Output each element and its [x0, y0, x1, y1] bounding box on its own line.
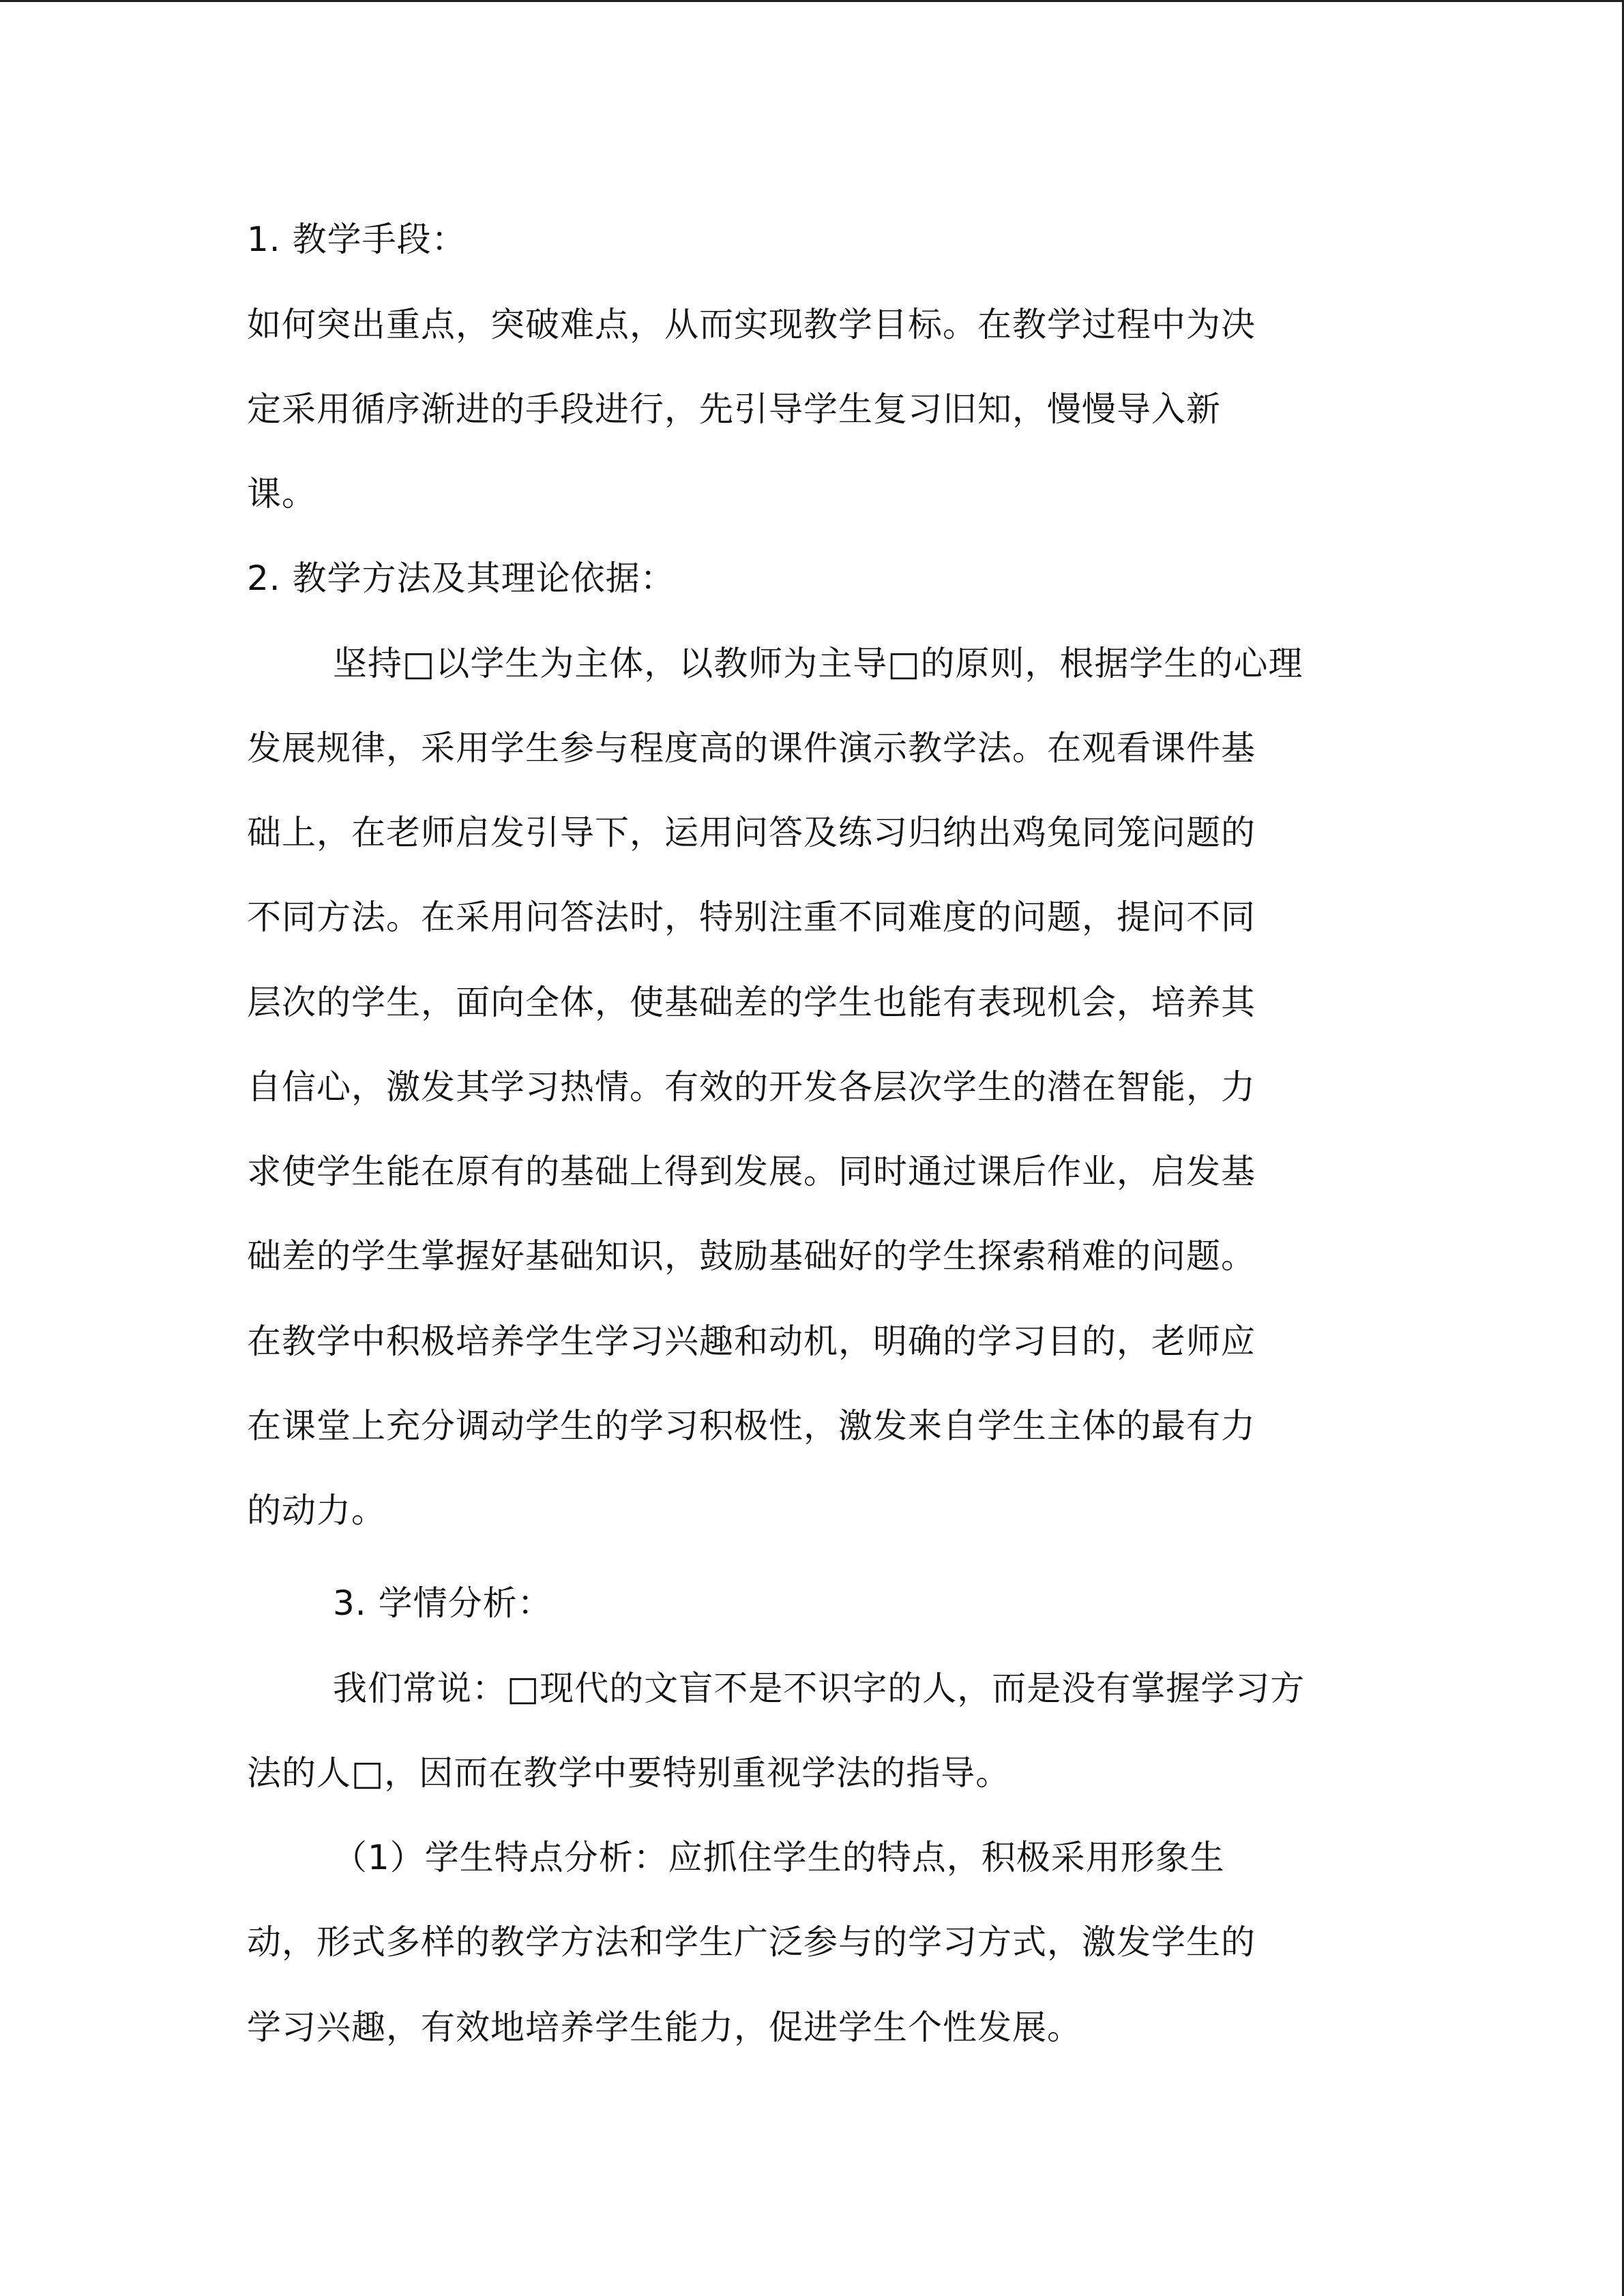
paragraph-line: 础上，在老师启发引导下，运用问答及练习归纳出鸡兔同笼问题的: [247, 813, 1256, 852]
paragraph-line: （1）学生特点分析：应抓住学生的特点，积极采用形象生: [333, 1838, 1225, 1877]
paragraph-line: 法的人□，因而在教学中要特别重视学法的指导。: [247, 1753, 1011, 1793]
paragraph-line: 自信心，激发其学习热情。有效的开发各层次学生的潜在智能，力: [247, 1067, 1256, 1107]
paragraph-line: 的动力。: [247, 1491, 386, 1530]
heading-teaching-means: 1. 教学手段：: [247, 220, 467, 259]
paragraph-line: 如何突出重点，突破难点，从而实现教学目标。在教学过程中为决: [247, 305, 1256, 344]
heading-learning-analysis: 3. 学情分析：: [333, 1583, 552, 1623]
paragraph-line: 我们常说：□现代的文盲不是不识字的人，而是没有掌握学习方: [333, 1669, 1305, 1708]
paragraph-line: 在教学中积极培养学生学习兴趣和动机，明确的学习目的，老师应: [247, 1322, 1256, 1361]
paragraph-line: 不同方法。在采用问答法时，特别注重不同难度的问题，提问不同: [247, 897, 1256, 937]
paragraph-line: 求使学生能在原有的基础上得到发展。同时通过课后作业，启发基: [247, 1152, 1256, 1191]
page-border-top: [0, 0, 1624, 2]
paragraph-line: 定采用循序渐进的手段进行，先引导学生复习旧知，慢慢导入新: [247, 389, 1221, 429]
paragraph-line: 发展规律，采用学生参与程度高的课件演示教学法。在观看课件基: [247, 728, 1256, 768]
paragraph-line: 在课堂上充分调动学生的学习积极性，激发来自学生主体的最有力: [247, 1406, 1256, 1446]
paragraph-line: 层次的学生，面向全体，使基础差的学生也能有表现机会，培养其: [247, 983, 1256, 1022]
paragraph-line: 础差的学生掌握好基础知识，鼓励基础好的学生探索稍难的问题。: [247, 1236, 1256, 1276]
paragraph-line: 动，形式多样的教学方法和学生广泛参与的学习方式，激发学生的: [247, 1922, 1256, 1962]
heading-teaching-methods: 2. 教学方法及其理论依据：: [247, 558, 675, 598]
paragraph-line: 学习兴趣，有效地培养学生能力，促进学生个性发展。: [247, 2008, 1082, 2047]
paragraph-line: 坚持□以学生为主体，以教师为主导□的原则，根据学生的心理: [333, 644, 1303, 683]
paragraph-line: 课。: [247, 474, 316, 513]
